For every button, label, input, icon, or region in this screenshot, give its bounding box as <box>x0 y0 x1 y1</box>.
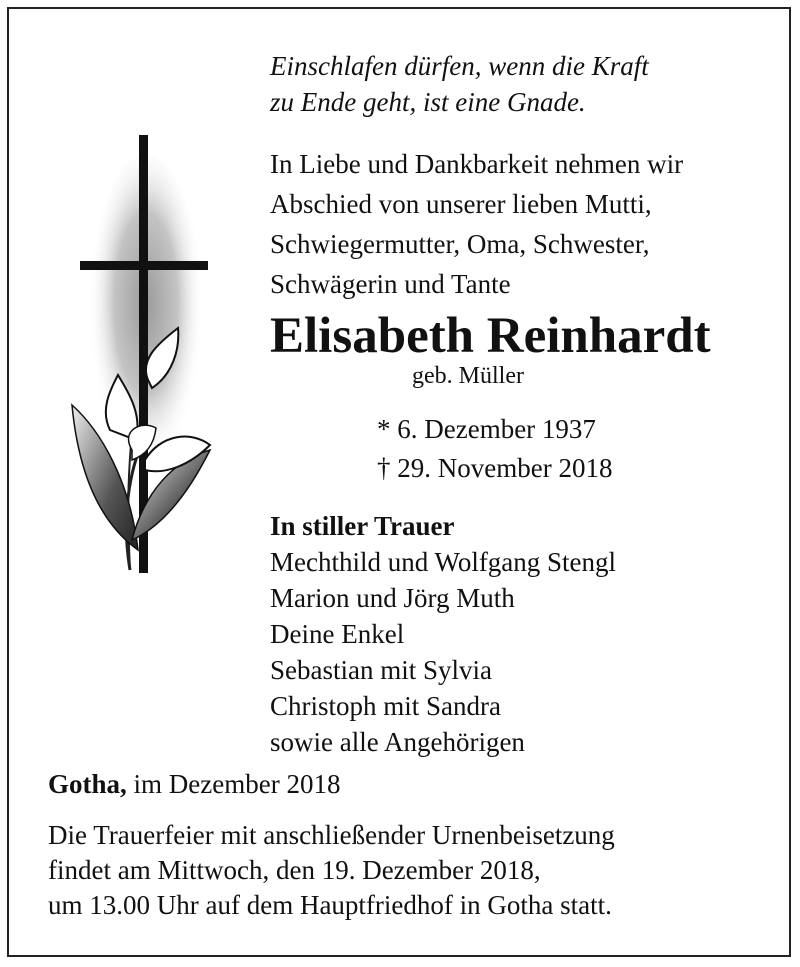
place-date: im Dezember 2018 <box>126 769 341 799</box>
motto <box>270 48 649 120</box>
intro-line: In Liebe und Dankbarkeit nehmen wir <box>270 149 684 179</box>
mourner-name: Christoph mit Sandra <box>270 691 501 721</box>
birth-date: * 6. Dezember 1937 <box>377 414 596 444</box>
intro-line: Schwägerin und Tante <box>270 269 511 299</box>
place-city: Gotha, <box>48 769 127 799</box>
motto-line: Einschlafen dürfen, wenn die Kraft <box>270 51 649 81</box>
mourners-heading: In stiller Trauer <box>270 511 455 541</box>
mourner-name: Deine Enkel <box>270 619 405 649</box>
motto-line: zu Ende geht, ist eine Gnade. <box>270 87 586 117</box>
mourner-name: Mechthild und Wolfgang Stengl <box>270 547 617 577</box>
deceased-name: Elisabeth Reinhardt <box>270 308 711 364</box>
mourner-name: sowie alle Angehörigen <box>270 727 525 757</box>
life-dates <box>377 410 612 488</box>
service-line: Die Trauerfeier mit anschließender Urnenbeisetzung <box>48 820 615 850</box>
death-date: † 29. November 2018 <box>377 453 613 483</box>
service-line: findet am Mittwoch, den 19. Dezember 2018, <box>48 855 541 885</box>
mourner-name: Sebastian mit Sylvia <box>270 655 492 685</box>
service-line: um 13.00 Uhr auf dem Hauptfriedhof in Gotha statt. <box>48 890 612 920</box>
cross-with-lilies-icon <box>60 130 220 580</box>
maiden-name: geb. Müller <box>412 363 524 389</box>
intro-line: Abschied von unserer lieben Mutti, <box>270 189 652 219</box>
intro-text <box>270 144 683 304</box>
service-info <box>48 818 615 923</box>
mourners-list <box>270 508 616 760</box>
mourner-name: Marion und Jörg Muth <box>270 583 515 613</box>
place-and-date <box>48 766 340 802</box>
intro-line: Schwiegermutter, Oma, Schwester, <box>270 229 650 259</box>
